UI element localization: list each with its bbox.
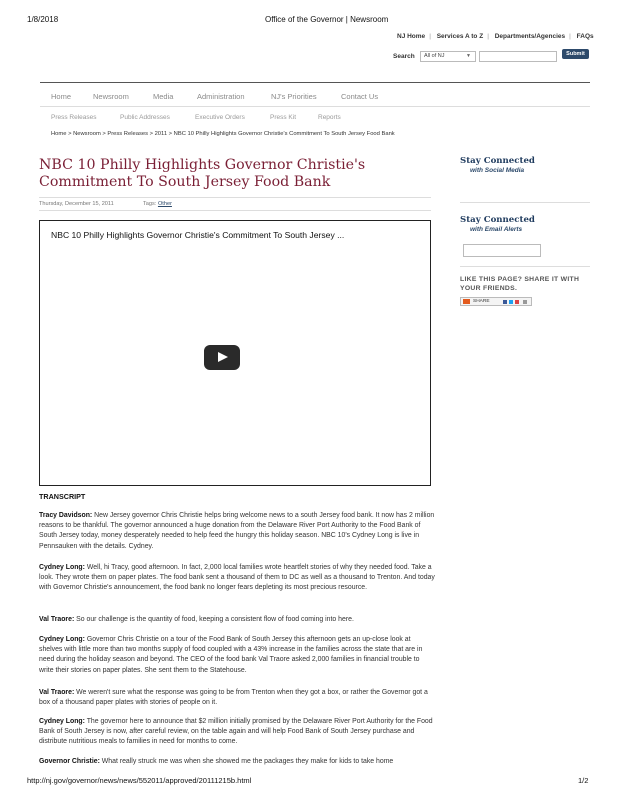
paragraph-text: We weren't sure what the response was going to be from Trenton when they got a box, or rather the Governor got a box of a thousand paper plates with stories of people on it. — [39, 689, 428, 707]
title-rule — [39, 197, 431, 198]
paragraph-text: Well, hi Tracy, good afternoon. In fact, 2,000 local families wrote heartfelt stories of why they needed food. Take a look. They wrote them on paper plates. The food bank sent a thousand of them to DC as well as a thousand to Trenton. And today with Governor Christie's announcement, the food bank no longer fears depleting its most precious resource. — [39, 564, 435, 592]
tags-label: Tags: — [143, 201, 157, 207]
paragraph-text: The governor here to announce that $2 million initially promised by the Delaware River Port Authority for the Food Bank of South Jersey is now, after careful review, on the table again and will help Food Bank of South Jersey purchase and distribute nutritious meals to families in need for months to come. — [39, 718, 433, 746]
share-label: SHARE — [473, 299, 490, 304]
transcript-paragraph — [39, 757, 435, 767]
speaker-name: Cydney Long: — [39, 718, 85, 725]
nav-media[interactable]: Media — [153, 92, 174, 101]
social-subtitle[interactable]: with Social Media — [470, 167, 525, 174]
article-date: Thursday, December 15, 2011 — [39, 201, 114, 207]
transcript-paragraph — [39, 635, 435, 676]
video-player[interactable] — [39, 220, 431, 486]
nav-bottom-rule — [40, 106, 590, 107]
paragraph-text: So our challenge is the quantity of food, keeping a consistent flow of food coming into here. — [74, 616, 354, 623]
email-title[interactable]: Stay Connected — [460, 215, 535, 225]
speaker-name: Cydney Long: — [39, 564, 85, 571]
subnav-press-releases[interactable]: Press Releases — [51, 114, 97, 121]
util-link-faqs[interactable]: FAQs — [576, 33, 594, 40]
email-icon — [515, 300, 519, 304]
paragraph-text: What really struck me was when she showed me the packages they make for kids to take home — [99, 758, 394, 765]
footer-page-number: 1/2 — [578, 776, 589, 785]
subnav-reports[interactable]: Reports — [318, 114, 341, 121]
sidebar-rule-1 — [460, 202, 590, 203]
nav-newsroom[interactable]: Newsroom — [93, 92, 129, 101]
print-date: 1/8/2018 — [27, 15, 59, 24]
submit-button[interactable]: Submit — [562, 49, 589, 59]
search-scope-value: All of NJ — [424, 53, 445, 59]
nav-nj-priorities[interactable]: NJ's Priorities — [271, 92, 317, 101]
paragraph-text: New Jersey governor Chris Christie helps bring welcome news to a south Jersey food bank. It now has 2 million reasons to be thankful. The governor announced a huge donation from the Delaware River Port Authority to the Food Bank of South Jersey today, money desperately needed to help feed the hungry this holiday season. NBC 10's Cydney Long is live in Pennsauken with the details. Cydney. — [39, 512, 435, 550]
share-button[interactable] — [460, 297, 532, 306]
tag-link-other[interactable]: Other — [157, 201, 172, 207]
footer-url: http://nj.gov/governor/news/news/552011/approved/20111215b.html — [27, 776, 252, 785]
share-icon — [463, 299, 470, 304]
speaker-name: Governor Christie: — [39, 758, 100, 765]
page-title: NBC 10 Philly Highlights Governor Christie's Commitment To South Jersey Food Bank — [39, 157, 366, 190]
search-input[interactable] — [479, 51, 557, 62]
subnav-press-kit[interactable]: Press Kit — [270, 114, 297, 121]
search-scope-select[interactable] — [420, 51, 476, 62]
transcript-paragraph — [39, 511, 435, 552]
utility-nav: NJ Home | Services A to Z | Departments/Agencies | FAQs — [397, 33, 594, 40]
email-input[interactable] — [463, 244, 541, 257]
nav-home[interactable]: Home — [51, 92, 72, 101]
util-link-nj-home[interactable]: NJ Home — [397, 33, 426, 40]
util-link-departments[interactable]: Departments/Agencies — [494, 33, 566, 40]
nav-contact-us[interactable]: Contact Us — [341, 92, 379, 101]
paragraph-text: Governor Chris Christie on a tour of the Food Bank of South Jersey this afternoon gets an up-close look at shelves with little more than two months supply of food coupled with a 43% increase in the families across the state that are in need during the holiday season and beyond. The CEO of the food bank Val Traore asked 2,000 families in financial trouble to write their stories on paper plates. She sent them to the Statehouse. — [39, 636, 423, 674]
twitter-icon — [509, 300, 513, 304]
util-link-services[interactable]: Services A to Z — [436, 33, 484, 40]
meta-rule — [39, 210, 431, 211]
speaker-name: Val Traore: — [39, 689, 75, 696]
transcript-heading: TRANSCRIPT — [39, 492, 86, 501]
more-icon — [523, 300, 527, 304]
speaker-name: Cydney Long: — [39, 636, 85, 643]
facebook-icon — [503, 300, 507, 304]
speaker-name: Val Traore: — [39, 616, 75, 623]
subnav-executive-orders[interactable]: Executive Orders — [195, 114, 245, 121]
play-button-icon[interactable] — [204, 345, 240, 370]
subnav-public-addresses[interactable]: Public Addresses — [120, 114, 170, 121]
chevron-down-icon: ▼ — [466, 53, 471, 59]
transcript-paragraph — [39, 615, 435, 625]
speaker-name: Tracy Davidson: — [39, 512, 93, 519]
breadcrumb[interactable]: Home > Newsroom > Press Releases > 2011 > NBC 10 Philly Highlights Governor Christie's Commitment To South Jersey Food Bank — [51, 131, 395, 137]
email-subtitle[interactable]: with Email Alerts — [470, 226, 523, 233]
social-title[interactable]: Stay Connected — [460, 156, 535, 166]
share-heading: LIKE THIS PAGE? SHARE IT WITH YOUR FRIENDS. — [460, 276, 580, 292]
nav-administration[interactable]: Administration — [197, 92, 245, 101]
transcript-paragraph — [39, 563, 435, 594]
sidebar-rule-2 — [460, 266, 590, 267]
print-page-title: Office of the Governor | Newsroom — [265, 15, 389, 24]
transcript-paragraph — [39, 688, 435, 708]
search-label: Search — [393, 53, 415, 60]
transcript-paragraph — [39, 717, 435, 748]
article-tags — [143, 201, 172, 207]
video-title[interactable]: NBC 10 Philly Highlights Governor Christie's Commitment To South Jersey ... — [51, 230, 345, 240]
nav-top-rule — [40, 82, 590, 83]
